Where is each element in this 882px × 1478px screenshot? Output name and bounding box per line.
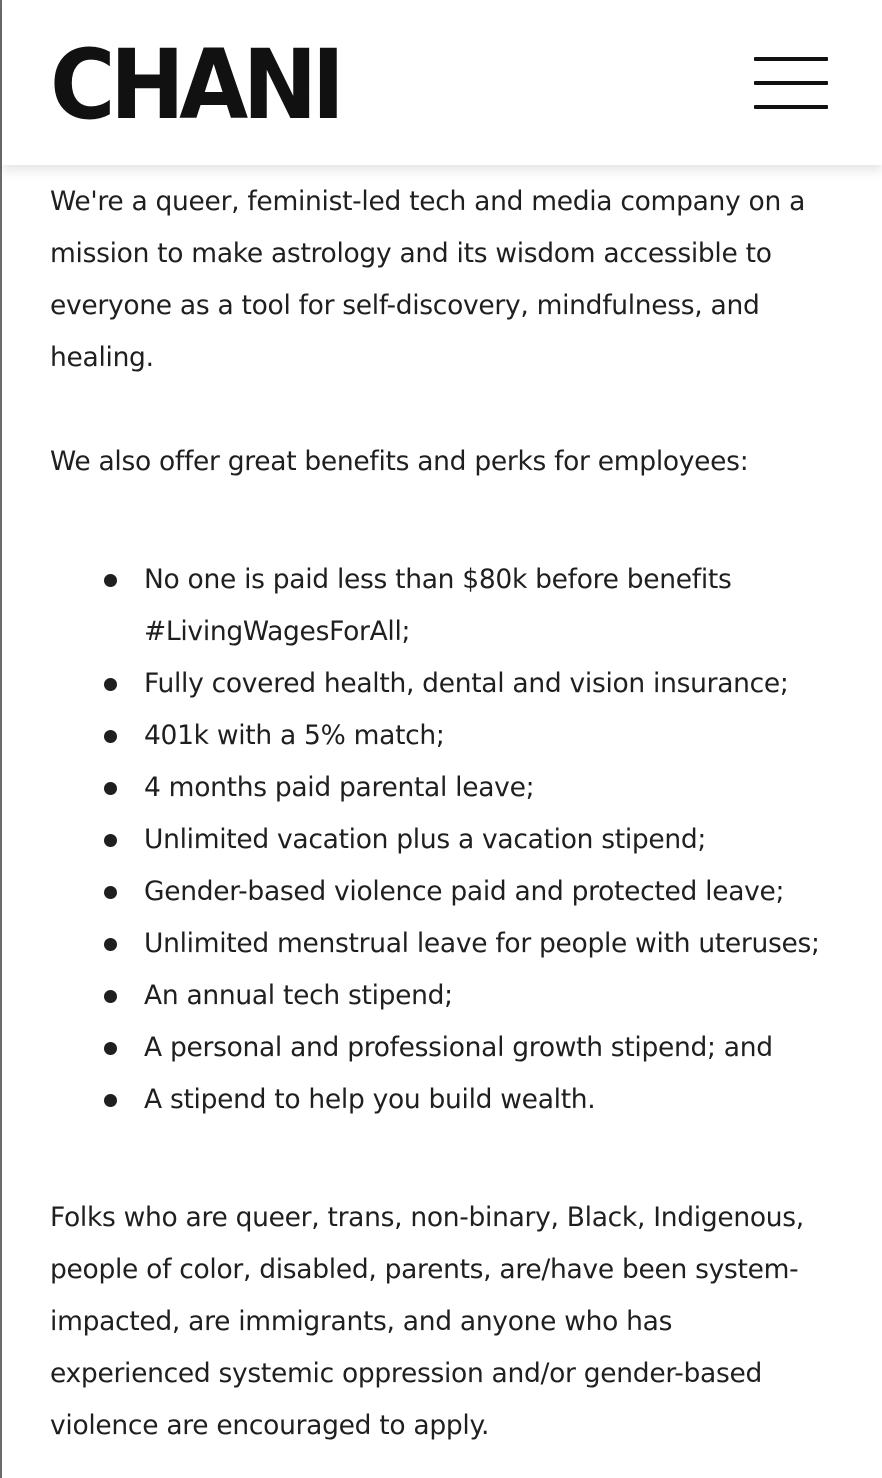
site-header bbox=[2, 0, 882, 165]
list-item: 401k with a 5% match; bbox=[144, 710, 840, 762]
list-item: 4 months paid parental leave; bbox=[144, 762, 840, 814]
list-item: A personal and professional growth stipend; and bbox=[144, 1022, 840, 1074]
list-item: Unlimited menstrual leave for people with uteruses; bbox=[144, 918, 840, 970]
benefits-list bbox=[50, 554, 840, 1126]
benefits-intro: We also offer great benefits and perks for employees: bbox=[50, 446, 749, 477]
window-edge bbox=[0, 0, 2, 1478]
chani-logo[interactable]: CHANI bbox=[50, 29, 340, 141]
list-item: A stipend to help you build wealth. bbox=[144, 1074, 840, 1126]
list-item: No one is paid less than $80k before benefits #LivingWagesForAll; bbox=[144, 554, 840, 658]
menu-bar-middle bbox=[754, 81, 828, 85]
list-item: Gender-based violence paid and protected leave; bbox=[144, 866, 840, 918]
menu-bar-bottom bbox=[754, 105, 828, 109]
closing-paragraph: Folks who are queer, trans, non-binary, Black, Indigenous, people of color, disabled, parents, are/have been system-impacted, are immigrants, and anyone who has experienced systemic oppression and/or gender-based violence are encouraged to apply. bbox=[50, 1202, 804, 1441]
main-content bbox=[50, 176, 840, 1452]
hamburger-menu-icon[interactable] bbox=[750, 52, 830, 114]
list-item: Unlimited vacation plus a vacation stipend; bbox=[144, 814, 840, 866]
list-item: An annual tech stipend; bbox=[144, 970, 840, 1022]
list-item: Fully covered health, dental and vision insurance; bbox=[144, 658, 840, 710]
menu-bar-top bbox=[754, 57, 828, 61]
intro-paragraph: We're a queer, feminist-led tech and media company on a mission to make astrology and its wisdom accessible to everyone as a tool for self-discovery, mindfulness, and healing. bbox=[50, 186, 806, 373]
